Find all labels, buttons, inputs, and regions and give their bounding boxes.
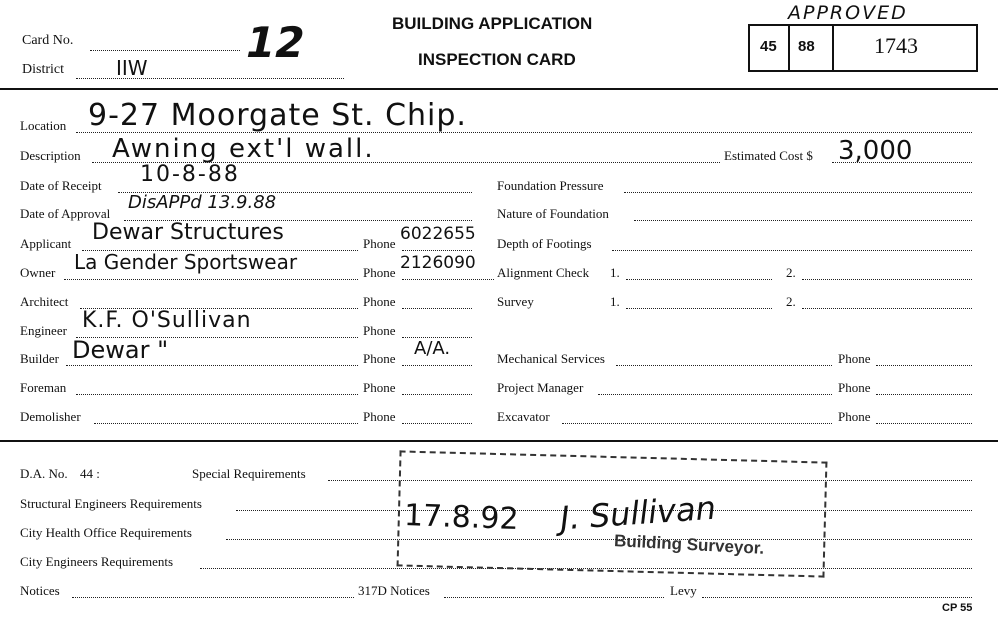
- card-no-line: [90, 50, 240, 51]
- engineer-value: K.F. O'Sullivan: [82, 308, 252, 333]
- owner-phone-label: Phone: [363, 265, 396, 280]
- demolisher-phone-label: Phone: [363, 409, 396, 424]
- survey-line-1: [626, 308, 772, 309]
- district-label: District: [22, 62, 64, 77]
- stamp-signature: J. Sullivan: [558, 488, 718, 538]
- alignment-check-label: Alignment Check: [497, 265, 590, 280]
- form-code: CP 55: [942, 602, 973, 614]
- mechanical-services-phone-label: Phone: [838, 351, 871, 366]
- estimated-cost-value: 3,000: [838, 136, 913, 166]
- nature-of-foundation-label: Nature of Foundation: [497, 206, 609, 221]
- survey-item-2: 2.: [786, 294, 796, 309]
- description-label: Description: [20, 148, 81, 163]
- survey-line-2: [802, 308, 972, 309]
- architect-phone-label: Phone: [363, 294, 396, 309]
- alignment-check-line-2: [802, 279, 972, 280]
- mechanical-services-label: Mechanical Services: [497, 351, 605, 366]
- foreman-phone-label: Phone: [363, 380, 396, 395]
- foreman-label: Foreman: [20, 380, 67, 395]
- mechanical-services-line: [616, 365, 832, 366]
- estimated-cost-label: Estimated Cost $: [724, 148, 813, 163]
- number-box-cell-2: 88: [798, 38, 815, 55]
- card-no-value: 12: [240, 18, 310, 67]
- date-of-approval-label: Date of Approval: [20, 206, 111, 221]
- demolisher-label: Demolisher: [20, 409, 81, 424]
- applicant-label: Applicant: [20, 236, 72, 251]
- approved-stamp: APPROVED: [788, 2, 908, 24]
- notices-317d-line: [444, 597, 664, 598]
- structural-requirements-label: Structural Engineers Requirements: [20, 496, 202, 511]
- health-requirements-label: City Health Office Requirements: [20, 525, 192, 540]
- description-value: Awning ext'l wall.: [112, 134, 375, 164]
- demolisher-phone-line: [402, 423, 472, 424]
- survey-item-1: 1.: [610, 294, 620, 309]
- owner-value: La Gender Sportswear: [74, 250, 298, 274]
- owner-line: [64, 279, 358, 280]
- excavator-phone-label: Phone: [838, 409, 871, 424]
- special-requirements-label: Special Requirements: [192, 466, 306, 481]
- da-no-value: 44 :: [80, 466, 100, 481]
- requirements-rule: [0, 440, 998, 442]
- survey-label: Survey: [497, 294, 534, 309]
- number-box-divider: [788, 26, 790, 70]
- number-box-divider: [832, 26, 834, 70]
- project-manager-phone-label: Phone: [838, 380, 871, 395]
- foundation-pressure-line: [624, 192, 972, 193]
- mechanical-services-phone-line: [876, 365, 972, 366]
- builder-label: Builder: [20, 351, 59, 366]
- foreman-phone-line: [402, 394, 472, 395]
- builder-line: [66, 365, 358, 366]
- owner-phone-value: 2126090: [400, 253, 476, 273]
- date-of-approval-value: DisAPPd 13.9.88: [128, 192, 277, 213]
- demolisher-line: [94, 423, 358, 424]
- excavator-phone-line: [876, 423, 972, 424]
- alignment-check-item-2: 2.: [786, 265, 796, 280]
- levy-label: Levy: [670, 583, 697, 598]
- stamp-text: Building Surveyor.: [613, 531, 765, 558]
- engineer-label: Engineer: [20, 323, 67, 338]
- builder-phone-label: Phone: [363, 351, 396, 366]
- excavator-line: [562, 423, 832, 424]
- card-no-label: Card No.: [22, 33, 74, 48]
- stamp-date: 17.8.92: [403, 498, 520, 537]
- applicant-phone-label: Phone: [363, 236, 396, 251]
- architect-phone-line: [402, 308, 472, 309]
- notices-line: [72, 597, 354, 598]
- project-manager-phone-line: [876, 394, 972, 395]
- alignment-check-item-1: 1.: [610, 265, 620, 280]
- date-of-receipt-label: Date of Receipt: [20, 178, 102, 193]
- applicant-phone-line: [402, 250, 472, 251]
- number-box: [748, 24, 978, 72]
- number-box-cell-1: 45: [760, 38, 777, 55]
- alignment-check-line-1: [626, 279, 772, 280]
- architect-label: Architect: [20, 294, 69, 309]
- foundation-pressure-label: Foundation Pressure: [497, 178, 604, 193]
- district-value: IIW: [116, 56, 148, 80]
- notices-label: Notices: [20, 583, 60, 598]
- builder-phone-value: A/A.: [414, 338, 451, 359]
- engineer-phone-label: Phone: [363, 323, 396, 338]
- levy-line: [702, 597, 972, 598]
- notices-317d-label: 317D Notices: [358, 583, 430, 598]
- form-title-line1: BUILDING APPLICATION: [392, 14, 593, 33]
- location-value: 9-27 Moorgate St. Chip.: [88, 98, 467, 133]
- applicant-phone-value: 6022655: [400, 224, 476, 244]
- builder-phone-line: [402, 365, 472, 366]
- location-label: Location: [20, 118, 67, 133]
- applicant-value: Dewar Structures: [92, 220, 284, 245]
- header-rule: [0, 88, 998, 90]
- number-box-cell-3: 1743: [874, 33, 918, 58]
- date-of-receipt-value: 10-8-88: [140, 162, 240, 187]
- owner-phone-line: [402, 279, 494, 280]
- excavator-label: Excavator: [497, 409, 550, 424]
- da-no-label: D.A. No.: [20, 466, 68, 481]
- depth-of-footings-line: [612, 250, 972, 251]
- form-title-line2: INSPECTION CARD: [418, 50, 576, 69]
- city-engineers-requirements-label: City Engineers Requirements: [20, 554, 174, 569]
- builder-value: Dewar ": [72, 336, 169, 364]
- depth-of-footings-label: Depth of Footings: [497, 236, 592, 251]
- project-manager-label: Project Manager: [497, 380, 584, 395]
- owner-label: Owner: [20, 265, 56, 280]
- nature-of-foundation-line: [634, 220, 972, 221]
- project-manager-line: [598, 394, 832, 395]
- foreman-line: [76, 394, 358, 395]
